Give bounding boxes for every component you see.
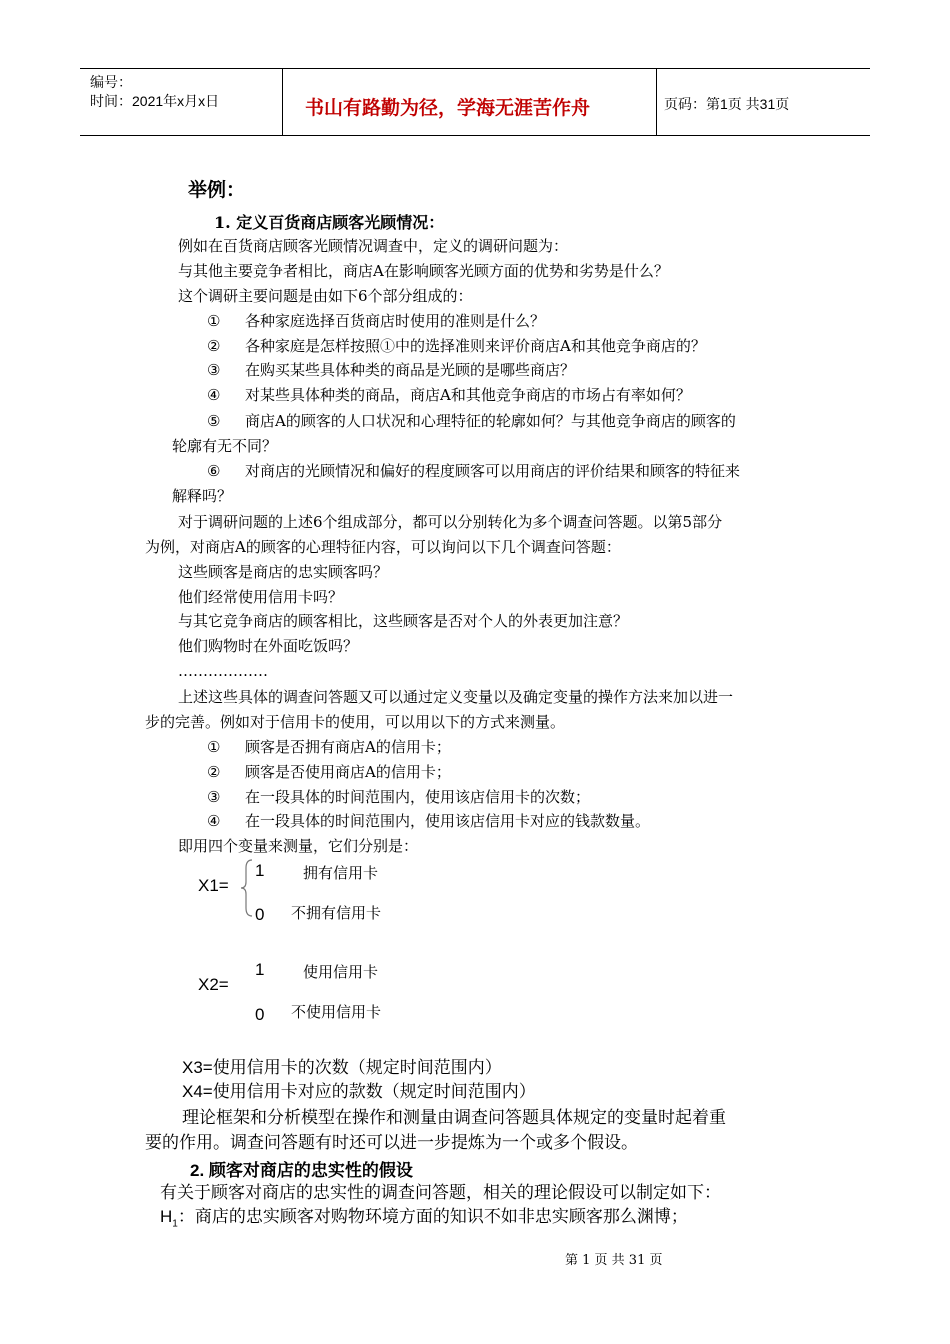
list-item-number: ④ [207,386,221,404]
x2-desc-0: 不使用信用卡 [291,1004,382,1021]
hypothesis-text: ：商店的忠实顾客对购物环境方面的知识不如非忠实顾客那么渊博； [177,1207,688,1227]
list-item-text: 顾客是否使用商店A的信用卡； [245,763,451,781]
header-page-code: 页码：第1页 共31页 [664,96,790,112]
example-title: 举例： [188,180,246,201]
hypothesis-h1 [160,1206,688,1235]
paragraph-line: 为例，对商店A的顾客的心理特征内容，可以询问以下几个调查问答题： [145,538,621,556]
paragraph-line: 与其他主要竞争者相比，商店A在影响顾客光顾方面的优势和劣势是什么？ [178,262,669,280]
x2-label: X2= [198,975,229,994]
hypothesis-label: H [160,1207,173,1226]
x1-desc-1: 拥有信用卡 [303,865,379,882]
paragraph-line: 例如在百货商店顾客光顾情况调查中，定义的调研问题为： [178,237,569,255]
list-item-number: ⑥ [207,462,221,480]
header-divider-right [656,68,657,136]
question-item: 他们购物时在外面吃饭吗？ [178,637,359,655]
footer-page-number: 第 1 页 共 31 页 [565,1253,663,1268]
paragraph-line: 有关于顾客对商店的忠实性的调查问答题，相关的理论假设可以制定如下： [160,1183,721,1203]
list-item-number: ③ [207,788,221,806]
ellipsis: ……………… [178,662,268,680]
question-item: 与其它竞争商店的顾客相比，这些顾客是否对个人的外表更加注意？ [178,612,629,630]
x2-desc-1: 使用信用卡 [303,964,379,981]
list-item-continuation: 解释吗？ [172,487,233,505]
list-item-number: ① [207,738,221,756]
x2-value-1: 1 [255,960,265,979]
question-item: 这些顾客是商店的忠实顾客吗？ [178,563,389,581]
brace-icon [240,858,254,918]
list-item-text: 在一段具体的时间范围内，使用该店信用卡的次数； [245,788,591,806]
header-number-label: 编号： [90,74,132,90]
list-item-number: ④ [207,812,221,830]
list-item-text: 在购买某些具体种类的商品是光顾的是哪些商店？ [245,361,576,379]
header-time-label: 时间：2021年x月x日 [90,93,220,109]
list-item-text: 各种家庭选择百货商店时使用的准则是什么？ [245,312,546,330]
list-item-text: 对某些具体种类的商品，商店A和其他竞争商店的市场占有率如何？ [245,386,691,404]
paragraph-line: 理论框架和分析模型在操作和测量由调查问答题具体规定的变量时起着重 [182,1108,726,1128]
x2-value-0: 0 [255,1005,265,1024]
list-item-text: 顾客是否拥有商店A的信用卡； [245,738,451,756]
question-item: 他们经常使用信用卡吗？ [178,588,344,606]
x1-label: X1= [198,876,229,895]
paragraph-line: 对于调研问题的上述6个组成部分，都可以分别转化为多个调查问答题。以第5部分 [178,513,723,531]
list-item-number: ② [207,763,221,781]
list-item-text: 在一段具体的时间范围内，使用该店信用卡对应的钱款数量。 [245,812,651,830]
x1-value-0: 0 [255,905,265,924]
list-item-number: ⑤ [207,412,221,430]
header-motto: 书山有路勤为径，学海无涯苦作舟 [305,98,591,119]
x4-definition: X4=使用信用卡对应的款数（规定时间范围内） [182,1082,536,1101]
header-bottom-border [80,135,870,136]
section1-title: 1. 定义百货商店顾客光顾情况： [214,213,445,232]
section2-title: 2. 顾客对商店的忠实性的假设 [190,1161,413,1180]
list-item-text: 对商店的光顾情况和偏好的程度顾客可以用商店的评价结果和顾客的特征来 [245,462,741,480]
paragraph-line: 这个调研主要问题是由如下6个部分组成的： [178,287,473,305]
x1-desc-0: 不拥有信用卡 [291,905,382,922]
header-top-border [80,68,870,69]
list-item-text: 商店A的顾客的人口状况和心理特征的轮廓如何？与其他竞争商店的顾客的 [245,412,736,430]
paragraph-line: 即用四个变量来测量，它们分别是： [178,837,419,855]
list-item-number: ② [207,337,221,355]
list-item-text: 各种家庭是怎样按照①中的选择准则来评价商店A和其他竞争商店的？ [245,337,706,355]
hypothesis-subscript: 1 [172,1218,178,1230]
paragraph-line: 要的作用。调查问答题有时还可以进一步提炼为一个或多个假设。 [145,1133,638,1153]
paragraph-line: 步的完善。例如对于信用卡的使用，可以用以下的方式来测量。 [145,713,566,731]
list-item-number: ③ [207,361,221,379]
header-divider-left [282,68,283,136]
list-item-number: ① [207,312,221,330]
x1-value-1: 1 [255,861,265,880]
list-item-continuation: 轮廓有无不同？ [172,437,278,455]
paragraph-line: 上述这些具体的调查问答题又可以通过定义变量以及确定变量的操作方法来加以进一 [178,688,734,706]
x3-definition: X3=使用信用卡的次数（规定时间范围内） [182,1058,502,1077]
